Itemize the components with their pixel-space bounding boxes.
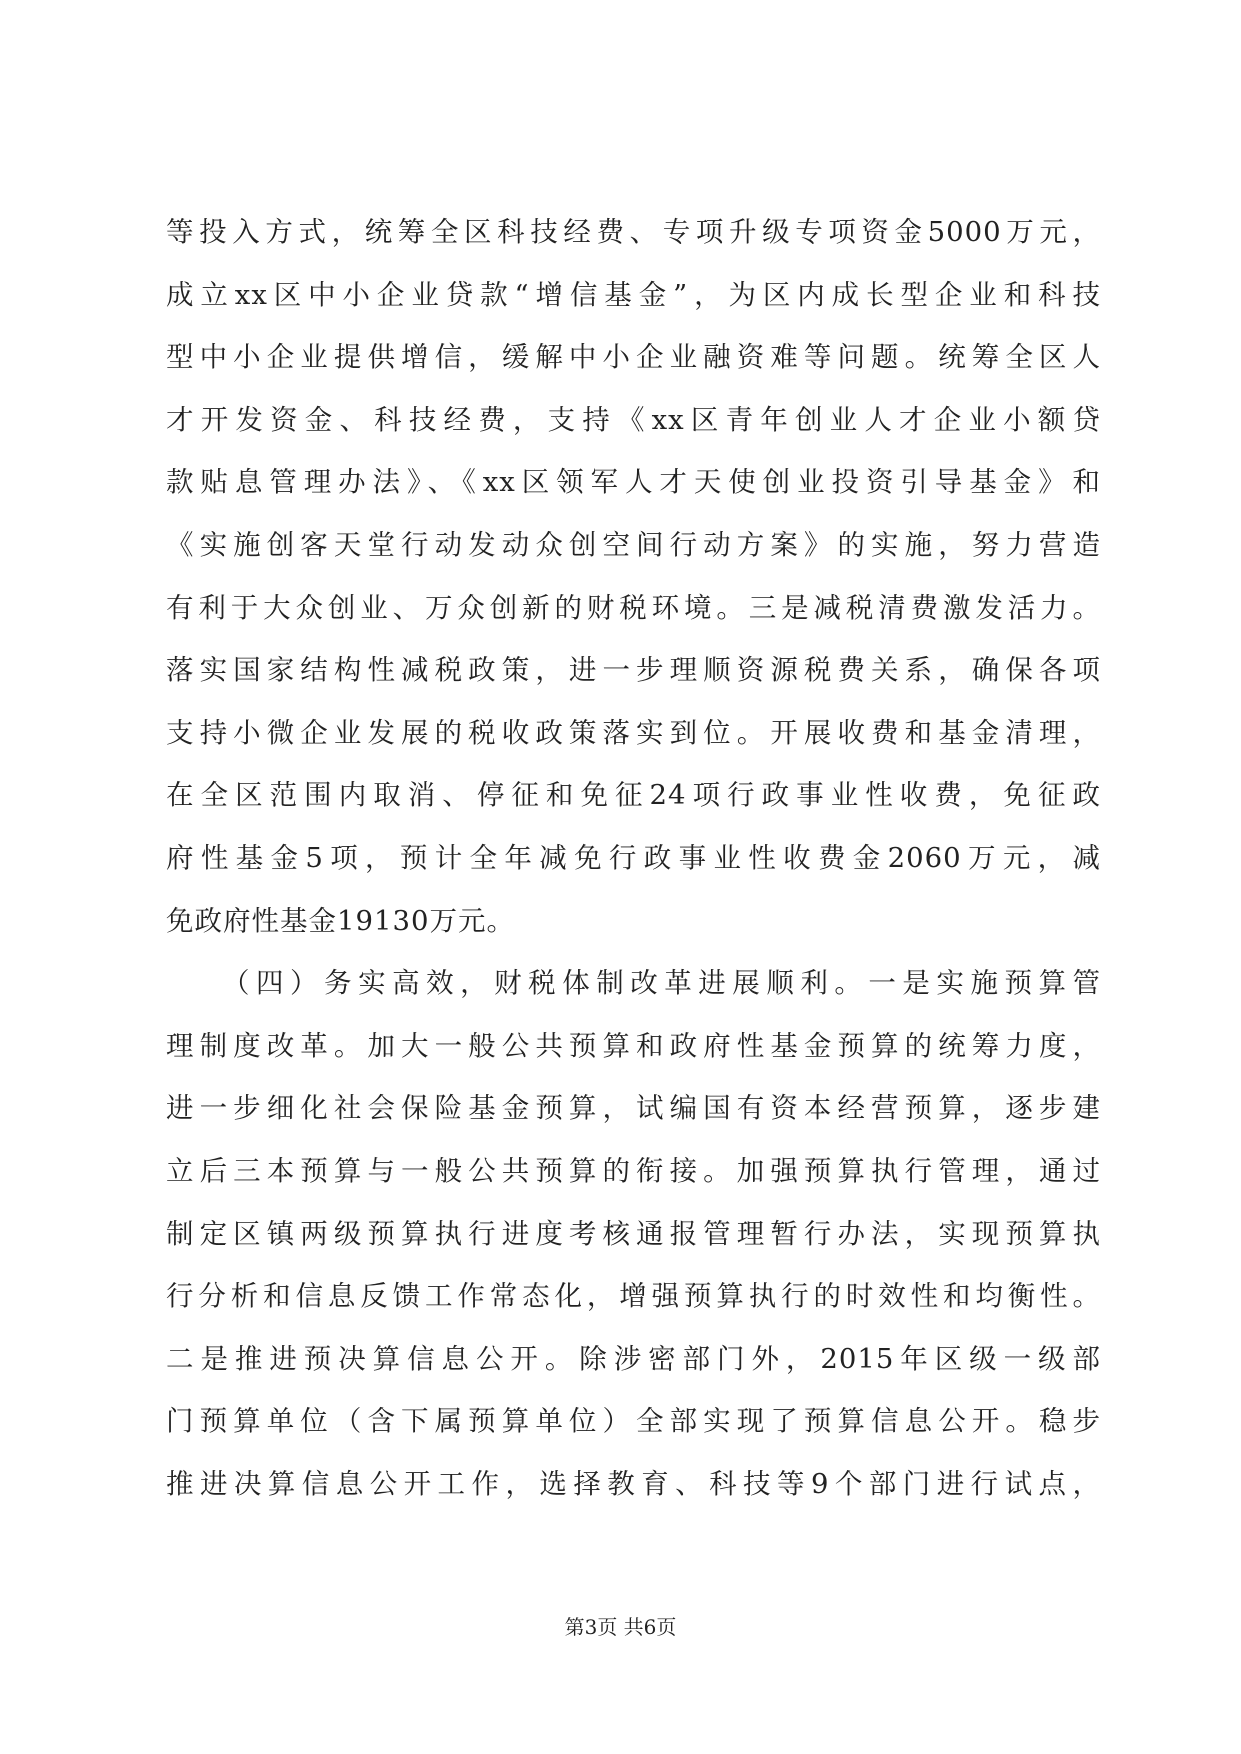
- section-heading-line: （四）务实高效，财税体制改革进展顺利。一是实施预算管: [222, 967, 1101, 1000]
- text-line: 行分析和信息反馈工作常态化，增强预算执行的时效性和均衡性。: [166, 1280, 1101, 1313]
- text-line: 款贴息管理办法》、《xx区领军人才天使创业投资引导基金》和: [166, 466, 1101, 499]
- text-line: 《实施创客天堂行动发动众创空间行动方案》的实施，努力营造: [166, 528, 1101, 561]
- text-line: 成立xx区中小企业贷款“增信基金”，为区内成长型企业和科技: [166, 278, 1101, 311]
- text-line: 等投入方式，统筹全区科技经费、专项升级专项资金5000万元，: [166, 216, 1101, 248]
- text-line: 免政府性基金19130万元。: [166, 904, 515, 937]
- page-footer: [0, 1612, 1241, 1642]
- text-line: 府性基金5项，预计全年减免行政事业性收费金2060万元，减: [166, 841, 1101, 874]
- text-line: 型中小企业提供增信，缓解中小企业融资难等问题。统筹全区人: [166, 341, 1101, 374]
- text-line: 才开发资金、科技经费，支持《xx区青年创业人才企业小额贷: [166, 403, 1101, 436]
- page-number-label: 第3页 共6页: [564, 1615, 677, 1639]
- text-line: 制定区镇两级预算执行进度考核通报管理暂行办法，实现预算执: [166, 1217, 1101, 1250]
- text-line: 理制度改革。加大一般公共预算和政府性基金预算的统筹力度，: [166, 1029, 1101, 1062]
- text-line: 支持小微企业发展的税收政策落实到位。开展收费和基金清理，: [166, 716, 1101, 749]
- text-line: 二是推进预决算信息公开。除涉密部门外，2015年区级一级部: [166, 1342, 1101, 1375]
- text-line: 立后三本预算与一般公共预算的衔接。加强预算执行管理，通过: [166, 1154, 1101, 1187]
- text-line: 有利于大众创业、万众创新的财税环境。三是减税清费激发活力。: [166, 591, 1101, 624]
- text-line: 进一步细化社会保险基金预算，试编国有资本经营预算，逐步建: [166, 1092, 1101, 1125]
- body-text: [166, 201, 1101, 1515]
- text-line: 落实国家结构性减税政策，进一步理顺资源税费关系，确保各项: [166, 654, 1101, 687]
- text-line: 门预算单位（含下属预算单位）全部实现了预算信息公开。稳步: [166, 1405, 1101, 1438]
- text-line: 推进决算信息公开工作，选择教育、科技等9个部门进行试点，: [166, 1467, 1101, 1500]
- text-line: 在全区范围内取消、停征和免征24项行政事业性收费，免征政: [166, 779, 1101, 812]
